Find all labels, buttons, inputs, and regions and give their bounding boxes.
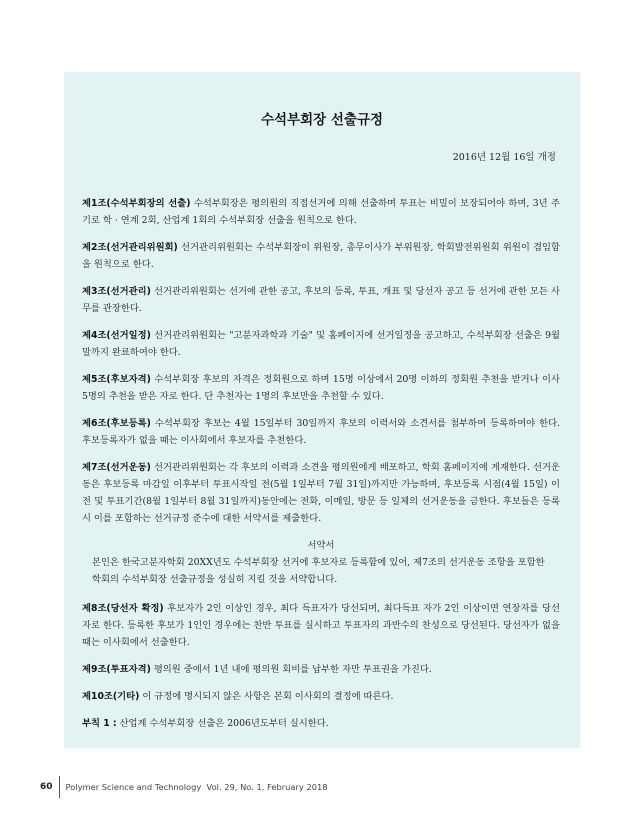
article-text: 평의원 중에서 1년 내에 평의원 회비를 납부한 자만 투표권을 가진다. (150, 664, 432, 675)
article-text: 이 규정에 명시되지 않은 사항은 본회 이사회의 결정에 따른다. (139, 691, 394, 702)
footer-divider (59, 776, 60, 798)
supplementary-provision (82, 715, 560, 732)
article-heading: 제1조(수석부회장의 선출) (82, 198, 191, 209)
article-9 (82, 661, 560, 678)
article-text: 선거관리위원회는 수석부회장이 위원장, 총무이사가 부위원장, 학회발전위원회 위원이 겸임함을 원칙으로 한다. (82, 242, 560, 270)
article-heading: 제4조(선거일정) (82, 330, 151, 341)
article-heading: 제10조(기타) (82, 691, 140, 702)
article-heading: 제8조(당선자 확정) (82, 603, 164, 614)
article-4 (82, 327, 560, 361)
article-10 (82, 688, 560, 705)
article-3 (82, 283, 560, 317)
document-title: 수석부회장 선출규정 (260, 112, 384, 128)
article-1 (82, 195, 560, 229)
oath-title: 서약서 (307, 540, 335, 551)
article-text: 수석부회장 후보의 자격은 정회원으로 하며 15명 이상에서 20명 이하의 정회원 추천을 받거나 이사 5명의 추천을 받은 자로 한다. 단 추천자는 1명의 후보만을 추천할 수 있다. (82, 374, 560, 402)
article-heading: 제7조(선거운동) (82, 462, 151, 473)
revision-date: 2016년 12월 16일 개정 (452, 152, 556, 163)
page-number: 60 (40, 782, 53, 792)
article-heading: 제3조(선거관리) (82, 286, 151, 297)
article-6 (82, 415, 560, 449)
page-footer (40, 779, 328, 795)
article-heading: 제2조(선거관리위원회) (82, 242, 178, 253)
article-text: 산업계 수석부회장 선출은 2006년도부터 실시한다. (116, 718, 329, 729)
article-text: 후보자가 2인 이상인 경우, 최다 득표자가 당선되며, 최다득표 자가 2인 이상이면 연장자를 당선자로 한다. 등록한 후보가 1인인 경우에는 찬반 투표를 실시하고 투표자의 과반수의 찬성으로 당선된다. 당선자가 없을 때는 이사회에서 선출한다. (82, 603, 560, 648)
article-2 (82, 239, 560, 273)
article-5 (82, 371, 560, 405)
article-text: 수석부회장 후보는 4월 15일부터 30일까지 후보의 이력서와 소견서를 첨부하여 등록하여야 한다. 후보등록자가 없을 때는 이사회에서 후보자를 추천한다. (82, 418, 560, 446)
article-text: 수석부회장은 평의원의 직접선거에 의해 선출하며 투표는 비밀이 보장되어야 하며, 3년 주기로 학 · 연계 2회, 산업계 1회의 수석부회장 선출을 원칙으로 한다. (82, 198, 560, 226)
article-text: 선거관리위원회는 선거에 관한 공고, 후보의 등록, 투표, 개표 및 당선자 공고 등 선거에 관한 모든 사무를 관장한다. (82, 286, 560, 314)
article-heading: 제9조(투표자격) (82, 664, 151, 675)
article-7 (82, 459, 560, 527)
article-text: 선거관리위원회는 "고분자과학과 기술" 및 홈페이지에 선거일정을 공고하고, 수석부회장 선출은 9월 말까지 완료하여야 한다. (82, 330, 560, 358)
article-text: 선거관리위원회는 각 후보의 이력과 소견을 평의원에게 배포하고, 학회 홈페이지에 게재한다. 선거운동은 후보등록 마감일 이후부터 투표시작일 전(5월 1일부터 7월 31일)까지만 가능하며, 후보등록 시점(4월 15일) 이전 및 투표기간(8월 1일부터 8월 31일까지)동안에는 전화, 이메일, 방문 등 일체의 선거운동을 금한다. 후보들은 등록 시 이를 포함하는 선거규정 준수에 대한 서약서를 제출한다. (82, 462, 560, 524)
articles-list (82, 195, 560, 742)
regulation-panel (64, 72, 580, 748)
oath-block (82, 537, 560, 588)
article-heading: 제5조(후보자격) (82, 374, 151, 385)
article-heading: 제6조(후보등록) (82, 418, 151, 429)
article-8 (82, 600, 560, 651)
article-heading: 부칙 1 : (82, 718, 117, 729)
oath-body: 본인은 한국고분자학회 20XX년도 수석부회장 선거에 후보자로 등록함에 있어, 제7조의 선거운동 조항을 포함한 학회의 수석부회장 선출규정을 성실히 지킬 것을 서약합니다. (92, 557, 545, 585)
journal-info: Polymer Science and Technology Vol. 29, No. 1, February 2018 (65, 782, 328, 792)
